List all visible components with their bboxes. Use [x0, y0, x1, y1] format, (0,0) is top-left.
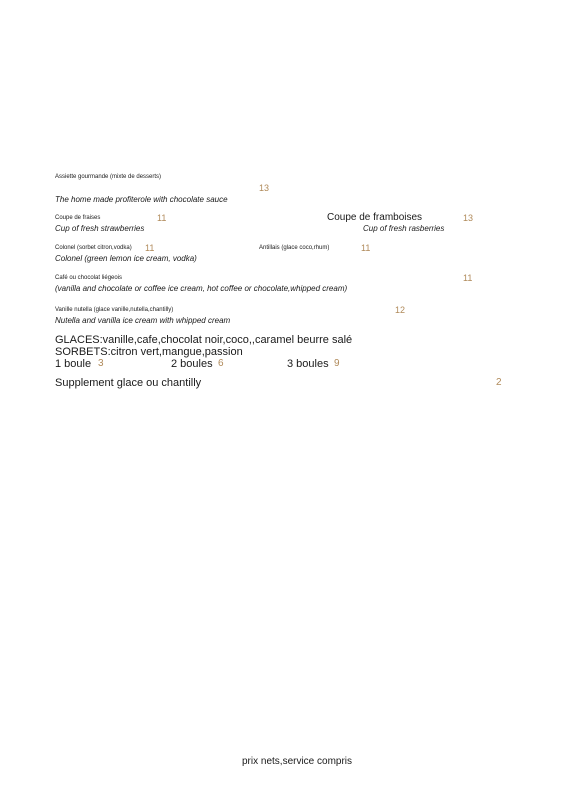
item-desc-assiette: The home made profiterole with chocolate sauce — [55, 195, 228, 204]
item-name-nutella: Vanille nutella (glace vanille,nutella,chantilly) — [55, 307, 174, 313]
item-price-colonel: 11 — [145, 243, 155, 253]
item-name-assiette: Assiette gourmande (mixte de desserts) — [55, 174, 162, 180]
glaces-line: GLACES:vanille,cafe,chocolat noir,coco,,caramel beurre salé — [55, 334, 353, 346]
sorbets-line: SORBETS:citron vert,mangue,passion — [55, 346, 243, 358]
item-price-liegeois: 11 — [463, 273, 473, 283]
item-desc-framboises: Cup of fresh rasberries — [363, 224, 445, 233]
item-name-fraises: Coupe de fraises — [55, 215, 101, 221]
scoop-label-2: 2 boules — [171, 358, 213, 370]
scoop-price-1: 3 — [98, 358, 104, 369]
item-price-fraises: 11 — [157, 213, 167, 223]
item-desc-liegeois: (vanilla and chocolate or coffee ice cream, hot coffee or chocolate,whipped cream) — [55, 284, 348, 293]
item-name-liegeois: Café ou chocolat liégeois — [55, 275, 123, 281]
scoop-price-2: 6 — [218, 358, 224, 369]
scoop-price-3: 9 — [334, 358, 340, 369]
scoop-label-1: 1 boule — [55, 358, 92, 370]
item-desc-colonel: Colonel (green lemon ice cream, vodka) — [55, 254, 197, 263]
scoop-label-3: 3 boules — [287, 358, 329, 370]
item-desc-nutella: Nutella and vanilla ice cream with whipped cream — [55, 316, 231, 325]
supplement-label: Supplement glace ou chantilly — [55, 377, 202, 389]
item-desc-fraises: Cup of fresh strawberries — [55, 224, 145, 233]
footer-note: prix nets,service compris — [242, 756, 353, 767]
item-price-antillais: 11 — [361, 243, 371, 253]
item-name-colonel: Colonel (sorbet citron,vodka) — [55, 245, 132, 251]
supplement-price: 2 — [496, 377, 502, 388]
item-price-assiette: 13 — [259, 183, 270, 193]
item-name-framboises: Coupe de framboises — [327, 212, 423, 223]
item-price-framboises: 13 — [463, 213, 474, 223]
item-name-antillais: Antillais (glace coco,rhum) — [259, 245, 330, 251]
item-price-nutella: 12 — [395, 305, 406, 315]
